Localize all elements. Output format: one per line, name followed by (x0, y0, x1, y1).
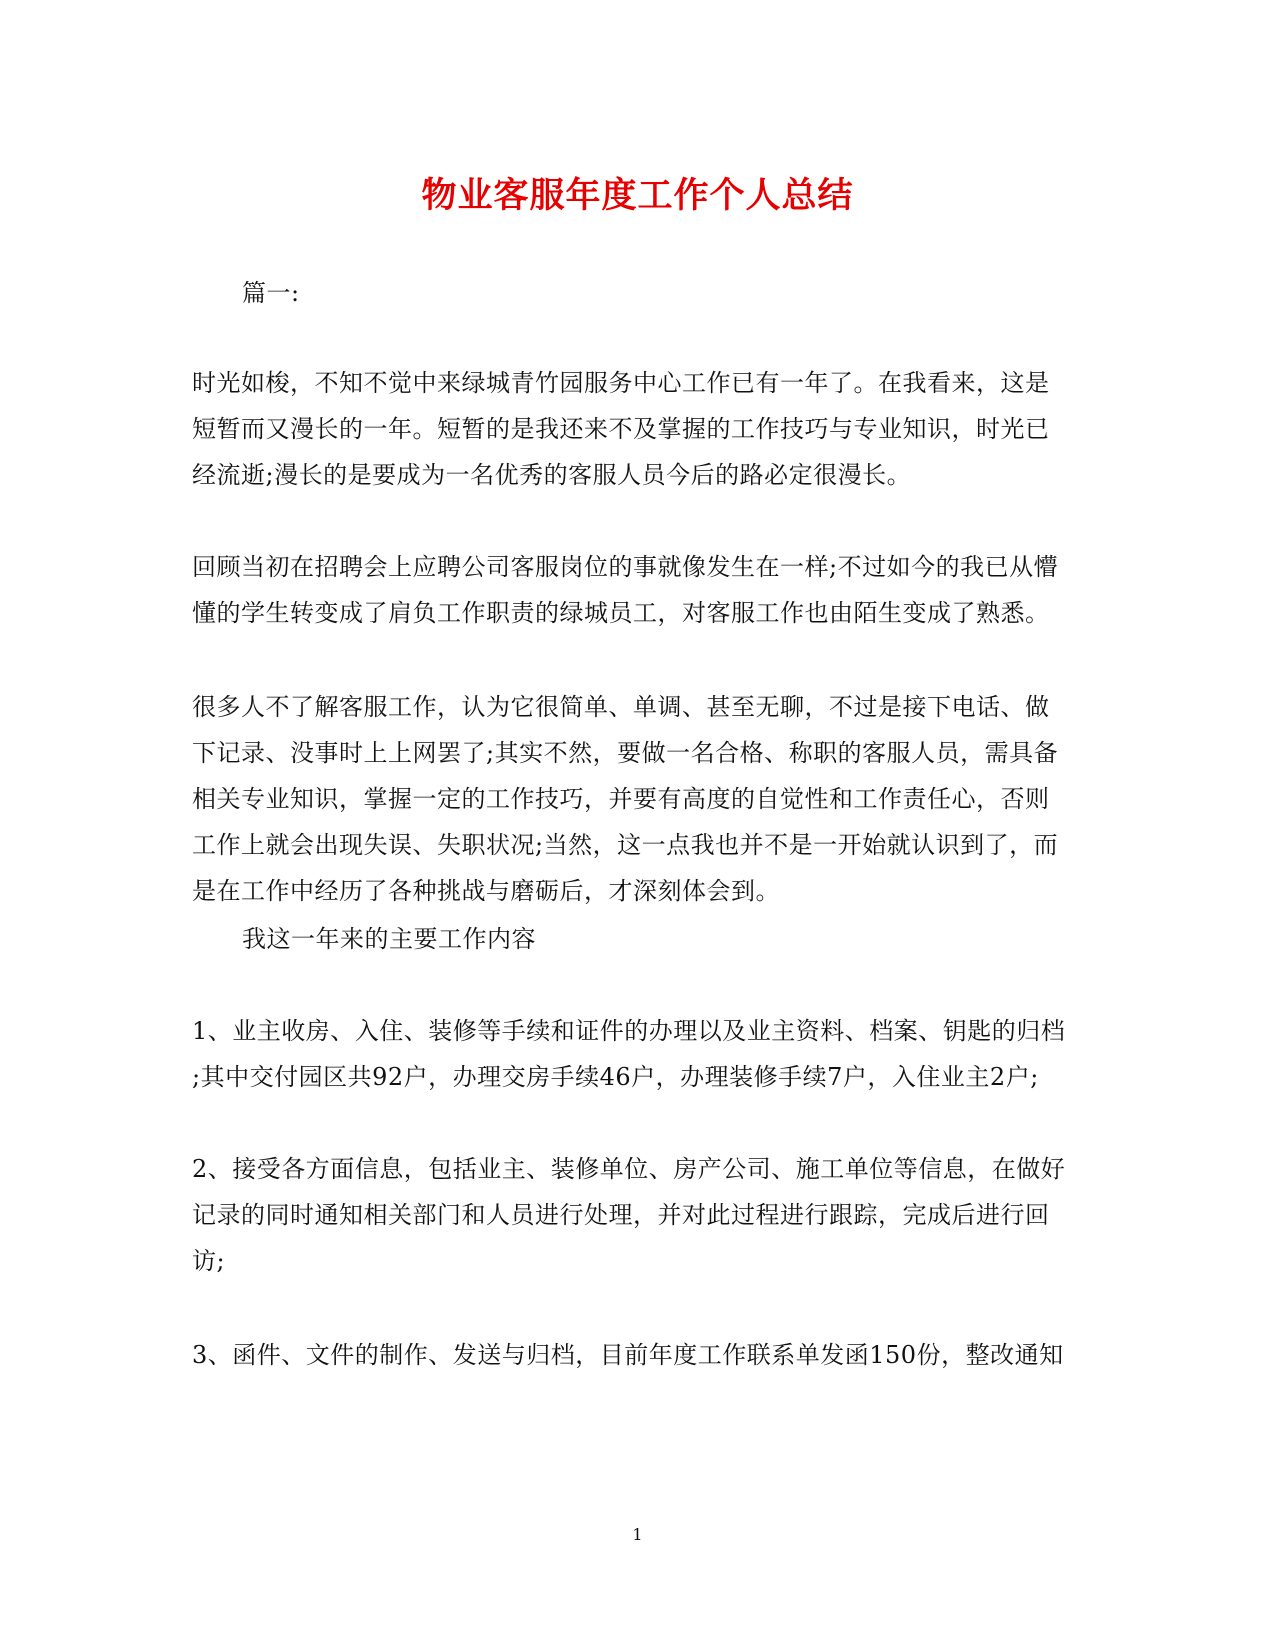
list-item-line: 记录的同时通知相关部门和人员进行处理，并对此过程进行跟踪，完成后进行回 (192, 1201, 1050, 1229)
paragraph-line: 是在工作中经历了各种挑战与磨砺后，才深刻体会到。 (192, 877, 780, 905)
paragraph-line: 经流逝;漫长的是要成为一名优秀的客服人员今后的路必定很漫长。 (192, 461, 912, 489)
paragraph-line: 短暂而又漫长的一年。短暂的是我还来不及掌握的工作技巧与专业知识，时光已 (192, 415, 1050, 443)
paragraph-line: 懂的学生转变成了肩负工作职责的绿城员工，对客服工作也由陌生变成了熟悉。 (192, 599, 1050, 627)
list-item-line: ;其中交付园区共92户，办理交房手续46户，办理装修手续7户，入住业主2户; (192, 1063, 1039, 1091)
paragraph-line: 相关专业知识，掌握一定的工作技巧，并要有高度的自觉性和工作责任心，否则 (192, 785, 1050, 813)
list-item-line: 1、业主收房、入住、装修等手续和证件的办理以及业主资料、档案、钥匙的归档 (192, 1017, 1066, 1045)
document-title: 物业客服年度工作个人总结 (421, 175, 854, 216)
subheading: 我这一年来的主要工作内容 (242, 925, 536, 953)
paragraph-line: 时光如梭，不知不觉中来绿城青竹园服务中心工作已有一年了。在我看来，这是 (192, 369, 1050, 397)
list-item-line: 3、函件、文件的制作、发送与归档，目前年度工作联系单发函150份，整改通知 (192, 1341, 1064, 1369)
page-number: 1 (632, 1525, 643, 1544)
list-item-line: 2、接受各方面信息，包括业主、装修单位、房产公司、施工单位等信息，在做好 (192, 1155, 1066, 1183)
section-label: 篇一: (242, 279, 300, 307)
paragraph-line: 下记录、没事时上上网罢了;其实不然，要做一名合格、称职的客服人员，需具备 (192, 739, 1059, 767)
paragraph-line: 工作上就会出现失误、失职状况;当然，这一点我也并不是一开始就认识到了，而 (192, 831, 1059, 859)
list-item-line: 访; (192, 1247, 226, 1275)
paragraph-line: 很多人不了解客服工作，认为它很简单、单调、甚至无聊，不过是接下电话、做 (192, 693, 1050, 721)
paragraph-line: 回顾当初在招聘会上应聘公司客服岗位的事就像发生在一样;不过如今的我已从懵 (192, 553, 1059, 581)
